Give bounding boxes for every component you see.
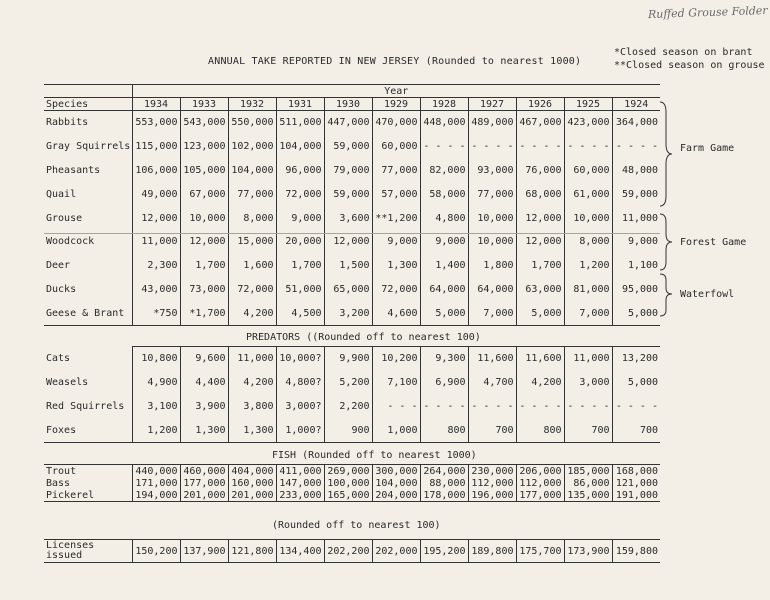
deer-1933: 1,700: [180, 254, 228, 278]
bass-1934: 171,000: [132, 477, 180, 489]
licenses-1933: 137,900: [180, 540, 228, 563]
year-1933: 1933: [180, 98, 228, 111]
geese-brant-1928: 5,000: [420, 301, 468, 325]
gray-squirrels-1925: - - - -: [564, 135, 612, 159]
year-1930: 1930: [324, 98, 372, 111]
deer-1924: 1,100: [612, 254, 660, 278]
pheasants-1927: 93,000: [468, 159, 516, 183]
cats-1928: 9,300: [420, 347, 468, 371]
rabbits-1925: 423,000: [564, 111, 612, 135]
ducks-1928: 64,000: [420, 278, 468, 302]
handwritten-note: Ruffed Grouse Folder: [647, 3, 768, 22]
foxes-1925: 700: [564, 418, 612, 442]
bass-1924: 121,000: [612, 477, 660, 489]
trout-1924: 168,000: [612, 465, 660, 478]
bass-1928: 88,000: [420, 477, 468, 489]
licenses-1931: 134,400: [276, 540, 324, 563]
geese-brant-1934: *750: [132, 301, 180, 325]
deer-label: Deer: [46, 260, 71, 272]
licenses-1929: 202,000: [372, 540, 420, 563]
weasels-1933: 4,400: [180, 371, 228, 395]
farm-game-label: Farm Game: [680, 143, 735, 154]
species-row: [44, 301, 660, 325]
red-squirrels-1925: - - - -: [564, 395, 612, 419]
pickerel-1932: 201,000: [228, 489, 276, 502]
trout-1929: 300,000: [372, 465, 420, 478]
weasels-1934: 4,900: [132, 371, 180, 395]
rabbits-1927: 489,000: [468, 111, 516, 135]
species-row: [44, 254, 660, 278]
grouse-highlight-line: [44, 233, 660, 234]
footnote-brant: *Closed season on brant: [614, 47, 753, 58]
quail-1933: 67,000: [180, 182, 228, 206]
bass-1932: 160,000: [228, 477, 276, 489]
ducks-1929: 72,000: [372, 278, 420, 302]
weasels-1928: 6,900: [420, 371, 468, 395]
pheasants-1930: 79,000: [324, 159, 372, 183]
grouse-label: Grouse: [46, 212, 83, 224]
pheasants-1934: 106,000: [132, 159, 180, 183]
fish-row: [44, 489, 660, 502]
foxes-1928: 800: [420, 418, 468, 442]
trout-label: Trout: [44, 465, 132, 478]
gray-squirrels-1929: 60,000: [372, 135, 420, 159]
woodcock-1933: 12,000: [180, 230, 228, 254]
pheasants-label: Pheasants: [46, 164, 101, 176]
predators-title: PREDATORS ((Rounded off to nearest 100): [246, 332, 481, 343]
cats-1924: 13,200: [612, 347, 660, 371]
rabbits-1933: 543,000: [180, 111, 228, 135]
predator-row: [44, 395, 660, 419]
licenses-1932: 121,800: [228, 540, 276, 563]
gray-squirrels-label: Gray Squirrels: [46, 141, 131, 153]
weasels-1924: 5,000: [612, 371, 660, 395]
woodcock-1931: 20,000: [276, 230, 324, 254]
trout-1933: 460,000: [180, 465, 228, 478]
grouse-1930: 3,600: [324, 206, 372, 230]
year-1924: 1924: [612, 98, 660, 111]
year-1931: 1931: [276, 98, 324, 111]
predator-row: [44, 347, 660, 371]
red-squirrels-1927: - - - -: [468, 395, 516, 419]
weasels-label: Weasels: [46, 377, 89, 389]
grouse-1927: 10,000: [468, 206, 516, 230]
cats-1926: 11,600: [516, 347, 564, 371]
deer-1929: 1,300: [372, 254, 420, 278]
gray-squirrels-1931: 104,000: [276, 135, 324, 159]
pheasants-1933: 105,000: [180, 159, 228, 183]
deer-1934: 2,300: [132, 254, 180, 278]
quail-1924: 59,000: [612, 182, 660, 206]
geese-brant-1924: 5,000: [612, 301, 660, 325]
geese-brant-1930: 3,200: [324, 301, 372, 325]
document-title: ANNUAL TAKE REPORTED IN NEW JERSEY (Rounded to nearest 1000): [208, 56, 582, 67]
red-squirrels-label: Red Squirrels: [46, 400, 125, 412]
rabbits-1930: 447,000: [324, 111, 372, 135]
predators-table: [44, 346, 660, 443]
ducks-label: Ducks: [46, 283, 77, 295]
foxes-1931: 1,000?: [276, 418, 324, 442]
gray-squirrels-1932: 102,000: [228, 135, 276, 159]
quail-1931: 72,000: [276, 182, 324, 206]
licenses-1934: 150,200: [132, 540, 180, 563]
foxes-label: Foxes: [44, 418, 132, 442]
header-row: [44, 98, 660, 111]
woodcock-1925: 8,000: [564, 230, 612, 254]
deer-1930: 1,500: [324, 254, 372, 278]
pickerel-1925: 135,000: [564, 489, 612, 502]
licenses-title: (Rounded off to nearest 100): [272, 520, 441, 531]
grouse-1928: 4,800: [420, 206, 468, 230]
year-row: [44, 85, 660, 98]
fish-row: [44, 465, 660, 478]
gray-squirrels-1924: - - - -: [612, 135, 660, 159]
quail-label: Quail: [46, 188, 77, 200]
cats-1933: 9,600: [180, 347, 228, 371]
ducks-1933: 73,000: [180, 278, 228, 302]
red-squirrels-1930: 2,200: [324, 395, 372, 419]
deer-1925: 1,200: [564, 254, 612, 278]
farm-game-bracket: [658, 100, 678, 210]
cats-1929: 10,200: [372, 347, 420, 371]
ducks-1926: 63,000: [516, 278, 564, 302]
pickerel-1930: 165,000: [324, 489, 372, 502]
year-1927: 1927: [468, 98, 516, 111]
year-1934: 1934: [132, 98, 180, 111]
grouse-1931: 9,000: [276, 206, 324, 230]
foxes-1933: 1,300: [180, 418, 228, 442]
trout-1930: 269,000: [324, 465, 372, 478]
gray-squirrels-1934: 115,000: [132, 135, 180, 159]
trout-1934: 440,000: [132, 465, 180, 478]
woodcock-label: Woodcock: [46, 236, 95, 248]
geese-brant-1925: 7,000: [564, 301, 612, 325]
species-row: [44, 159, 660, 183]
geese-brant-label: Geese & Brant: [44, 301, 132, 325]
red-squirrels-1928: - - - -: [420, 395, 468, 419]
pheasants-1932: 104,000: [228, 159, 276, 183]
geese-brant-1933: *1,700: [180, 301, 228, 325]
quail-1925: 61,000: [564, 182, 612, 206]
pickerel-1927: 196,000: [468, 489, 516, 502]
pickerel-1931: 233,000: [276, 489, 324, 502]
pheasants-1928: 82,000: [420, 159, 468, 183]
predator-row: [44, 371, 660, 395]
woodcock-1930: 12,000: [324, 230, 372, 254]
woodcock-1928: 9,000: [420, 230, 468, 254]
foxes-1926: 800: [516, 418, 564, 442]
licenses-1925: 173,900: [564, 540, 612, 563]
geese-brant-1927: 7,000: [468, 301, 516, 325]
trout-1931: 411,000: [276, 465, 324, 478]
foxes-1927: 700: [468, 418, 516, 442]
rabbits-1926: 467,000: [516, 111, 564, 135]
fish-table: [44, 464, 660, 502]
trout-1926: 206,000: [516, 465, 564, 478]
cats-1931: 10,000?: [276, 347, 324, 371]
ducks-1932: 72,000: [228, 278, 276, 302]
cats-1934: 10,800: [132, 347, 180, 371]
gray-squirrels-1928: - - - -: [420, 135, 468, 159]
weasels-1927: 4,700: [468, 371, 516, 395]
year-1932: 1932: [228, 98, 276, 111]
foxes-1924: 700: [612, 418, 660, 442]
red-squirrels-1924: - - - -: [612, 395, 660, 419]
predator-row: [44, 418, 660, 442]
pickerel-1934: 194,000: [132, 489, 180, 502]
rabbits-1931: 511,000: [276, 111, 324, 135]
gray-squirrels-1930: 59,000: [324, 135, 372, 159]
gray-squirrels-1926: - - - -: [516, 135, 564, 159]
cats-1932: 11,000: [228, 347, 276, 371]
year-1925: 1925: [564, 98, 612, 111]
woodcock-1927: 10,000: [468, 230, 516, 254]
quail-1927: 77,000: [468, 182, 516, 206]
ducks-1930: 65,000: [324, 278, 372, 302]
licenses-1924: 159,800: [612, 540, 660, 563]
cats-1925: 11,000: [564, 347, 612, 371]
fish-title: FISH (Rounded off to nearest 1000): [272, 450, 477, 461]
woodcock-1932: 15,000: [228, 230, 276, 254]
forest-game-bracket: [658, 212, 678, 274]
foxes-1930: 900: [324, 418, 372, 442]
ducks-1931: 51,000: [276, 278, 324, 302]
red-squirrels-1926: - - - -: [516, 395, 564, 419]
red-squirrels-1932: 3,800: [228, 395, 276, 419]
licenses-row: [44, 540, 660, 563]
species-row: [44, 206, 660, 230]
quail-1932: 77,000: [228, 182, 276, 206]
bass-1929: 104,000: [372, 477, 420, 489]
cats-1927: 11,600: [468, 347, 516, 371]
species-row: [44, 182, 660, 206]
bass-1933: 177,000: [180, 477, 228, 489]
ducks-1934: 43,000: [132, 278, 180, 302]
pickerel-1929: 204,000: [372, 489, 420, 502]
year-1926: 1926: [516, 98, 564, 111]
grouse-1924: 11,000: [612, 206, 660, 230]
foxes-1929: 1,000: [372, 418, 420, 442]
forest-game-label: Forest Game: [680, 237, 747, 248]
red-squirrels-1933: 3,900: [180, 395, 228, 419]
deer-1932: 1,600: [228, 254, 276, 278]
pheasants-1926: 76,000: [516, 159, 564, 183]
fish-row: [44, 477, 660, 489]
year-label: Year: [132, 85, 660, 98]
bass-1925: 86,000: [564, 477, 612, 489]
licenses-1927: 189,800: [468, 540, 516, 563]
cats-label: Cats: [46, 353, 71, 365]
licenses-1926: 175,700: [516, 540, 564, 563]
bass-1930: 100,000: [324, 477, 372, 489]
pheasants-1925: 60,000: [564, 159, 612, 183]
pickerel-label: Pickerel: [44, 489, 132, 502]
quail-1928: 58,000: [420, 182, 468, 206]
deer-1931: 1,700: [276, 254, 324, 278]
weasels-1931: 4,800?: [276, 371, 324, 395]
foxes-1934: 1,200: [132, 418, 180, 442]
red-squirrels-1929: - - -: [372, 395, 420, 419]
cats-1930: 9,900: [324, 347, 372, 371]
pheasants-1924: 48,000: [612, 159, 660, 183]
weasels-1926: 4,200: [516, 371, 564, 395]
geese-brant-1929: 4,600: [372, 301, 420, 325]
pheasants-1929: 77,000: [372, 159, 420, 183]
grouse-1933: 10,000: [180, 206, 228, 230]
year-1928: 1928: [420, 98, 468, 111]
bass-label: Bass: [46, 477, 71, 489]
species-row: [44, 135, 660, 159]
pickerel-1933: 201,000: [180, 489, 228, 502]
rabbits-1929: 470,000: [372, 111, 420, 135]
woodcock-1934: 11,000: [132, 230, 180, 254]
grouse-1929: **1,200: [372, 206, 420, 230]
geese-brant-1932: 4,200: [228, 301, 276, 325]
deer-1927: 1,800: [468, 254, 516, 278]
grouse-1926: 12,000: [516, 206, 564, 230]
trout-1927: 230,000: [468, 465, 516, 478]
footnote-grouse: **Closed season on grouse: [614, 60, 765, 71]
grouse-1932: 8,000: [228, 206, 276, 230]
deer-1928: 1,400: [420, 254, 468, 278]
species-header: Species: [44, 98, 132, 111]
quail-1930: 59,000: [324, 182, 372, 206]
deer-1926: 1,700: [516, 254, 564, 278]
weasels-1932: 4,200: [228, 371, 276, 395]
quail-1926: 68,000: [516, 182, 564, 206]
bass-1931: 147,000: [276, 477, 324, 489]
trout-1928: 264,000: [420, 465, 468, 478]
rabbits-1934: 553,000: [132, 111, 180, 135]
species-row: [44, 111, 660, 135]
geese-brant-1931: 4,500: [276, 301, 324, 325]
grouse-1934: 12,000: [132, 206, 180, 230]
weasels-1925: 3,000: [564, 371, 612, 395]
year-1929: 1929: [372, 98, 420, 111]
woodcock-1924: 9,000: [612, 230, 660, 254]
licenses-label: Licenses issued: [44, 540, 132, 563]
game-table: [44, 84, 660, 326]
pheasants-1931: 96,000: [276, 159, 324, 183]
gray-squirrels-1933: 123,000: [180, 135, 228, 159]
footnotes: [614, 46, 765, 72]
red-squirrels-1934: 3,100: [132, 395, 180, 419]
quail-1934: 49,000: [132, 182, 180, 206]
licenses-1928: 195,200: [420, 540, 468, 563]
weasels-1930: 5,200: [324, 371, 372, 395]
waterfowl-label: Waterfowl: [680, 289, 735, 300]
rabbits-1924: 364,000: [612, 111, 660, 135]
waterfowl-bracket: [658, 272, 678, 322]
weasels-1929: 7,100: [372, 371, 420, 395]
trout-1932: 404,000: [228, 465, 276, 478]
rabbits-1932: 550,000: [228, 111, 276, 135]
species-row: [44, 278, 660, 302]
gray-squirrels-1927: - - - -: [468, 135, 516, 159]
geese-brant-1926: 5,000: [516, 301, 564, 325]
pickerel-1924: 191,000: [612, 489, 660, 502]
ducks-1925: 81,000: [564, 278, 612, 302]
ducks-1924: 95,000: [612, 278, 660, 302]
foxes-1932: 1,300: [228, 418, 276, 442]
bass-1927: 112,000: [468, 477, 516, 489]
licenses-1930: 202,200: [324, 540, 372, 563]
rabbits-label: Rabbits: [44, 111, 132, 135]
rabbits-1928: 448,000: [420, 111, 468, 135]
pickerel-1928: 178,000: [420, 489, 468, 502]
trout-1925: 185,000: [564, 465, 612, 478]
ducks-1927: 64,000: [468, 278, 516, 302]
pickerel-1926: 177,000: [516, 489, 564, 502]
red-squirrels-1931: 3,000?: [276, 395, 324, 419]
bass-1926: 112,000: [516, 477, 564, 489]
quail-1929: 57,000: [372, 182, 420, 206]
grouse-1925: 10,000: [564, 206, 612, 230]
woodcock-1929: 9,000: [372, 230, 420, 254]
woodcock-1926: 12,000: [516, 230, 564, 254]
licenses-table: [44, 539, 660, 563]
